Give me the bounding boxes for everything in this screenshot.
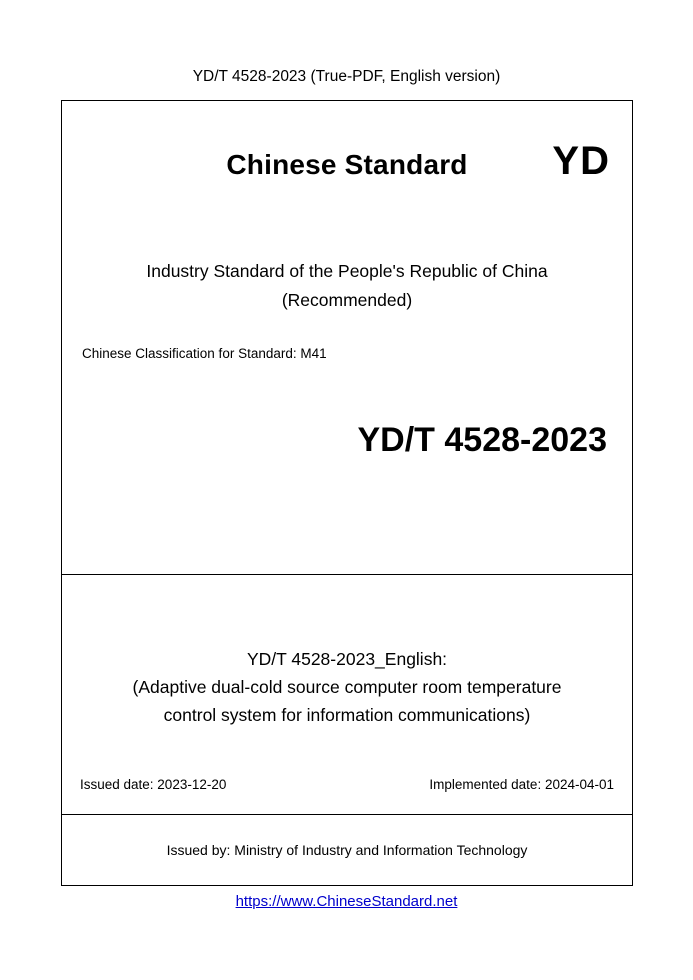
page-title: Chinese Standard bbox=[226, 149, 468, 180]
classification-text: Chinese Classification for Standard: M41 bbox=[82, 346, 327, 361]
english-title-line-1: YD/T 4528-2023_English: bbox=[246, 649, 448, 669]
cover-title-row bbox=[62, 139, 632, 193]
standard-number: YD/T 4528-2023 bbox=[357, 421, 607, 459]
cover-subtitle bbox=[62, 257, 632, 315]
issued-by-text: Issued by: Ministry of Industry and Information Technology bbox=[166, 841, 528, 858]
cover-bottom-section bbox=[62, 815, 632, 884]
english-title-block bbox=[62, 645, 632, 729]
issued-date: Issued date: 2023-12-20 bbox=[80, 777, 227, 792]
subtitle-line-1: Industry Standard of the People's Republic of China bbox=[146, 261, 548, 281]
subtitle-line-2: (Recommended) bbox=[281, 290, 413, 310]
page-header-title: YD/T 4528-2023 (True-PDF, English version) bbox=[192, 68, 501, 85]
english-title-line-3: control system for information communications) bbox=[163, 705, 531, 725]
implemented-date: Implemented date: 2024-04-01 bbox=[429, 777, 614, 792]
english-title-line-2: (Adaptive dual-cold source computer room temperature bbox=[132, 677, 562, 697]
standard-cover-box bbox=[61, 100, 633, 886]
cover-middle-section bbox=[62, 575, 632, 815]
dates-row bbox=[62, 777, 632, 792]
source-website-link[interactable]: https://www.ChineseStandard.net bbox=[235, 893, 458, 910]
yd-logo: YD bbox=[552, 139, 610, 183]
cover-top-section bbox=[62, 101, 632, 575]
